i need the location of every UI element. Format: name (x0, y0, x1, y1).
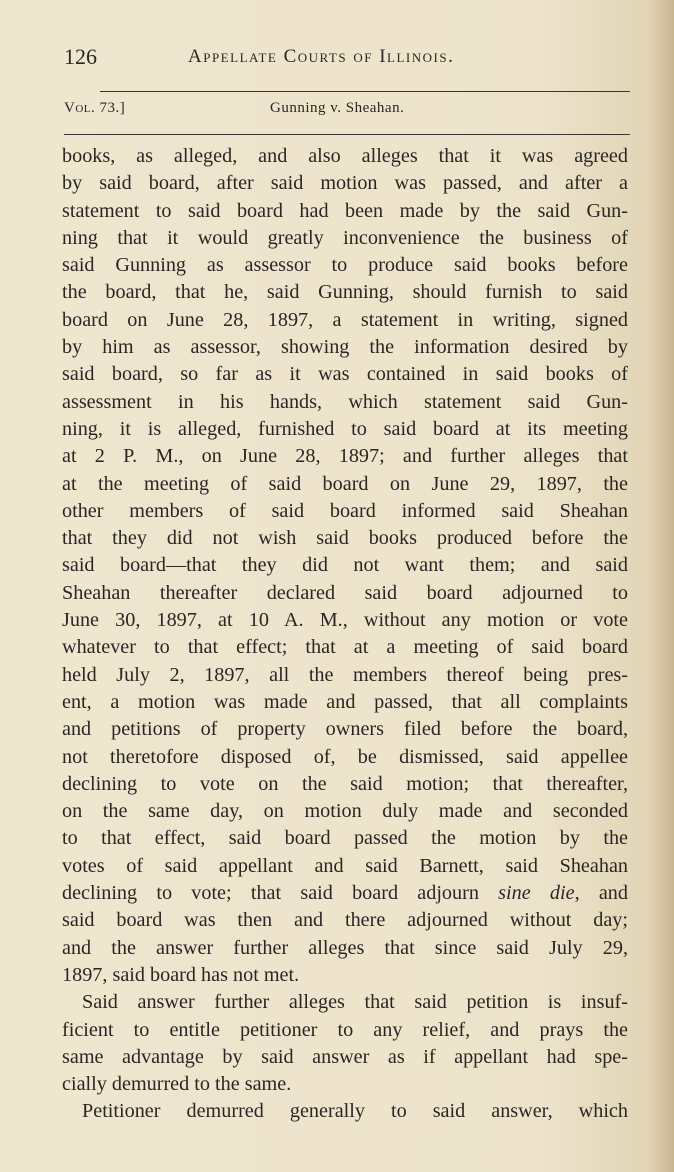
text-line: books, as alleged, and also alleges that it was agreed (62, 145, 628, 167)
running-title: Appellate Courts of Illinois. (188, 46, 455, 67)
text-line: by him as assessor, showing the information desired by (62, 336, 628, 359)
text-line: ent, a motion was made and passed, that all complaints (62, 690, 628, 713)
text-line: board on June 28, 1897, a statement in writing, signed (62, 308, 628, 331)
text-line: Said answer further alleges that said petition is insuf- (82, 991, 628, 1014)
case-title: Gunning v. Sheahan. (270, 100, 405, 116)
text-line: said Gunning as assessor to produce said books before (62, 254, 628, 277)
italic-phrase: sine die (498, 882, 575, 905)
text-line: declining to vote on the said motion; that thereafter, (62, 772, 628, 795)
text-line: at the meeting of said board on June 29, 1897, the (62, 472, 628, 495)
text-line: votes of said appellant and said Barnett, said Sheahan (62, 854, 628, 877)
text-line: ning, it is alleged, furnished to said board at its meeting (62, 417, 628, 440)
text-line: held July 2, 1897, all the members thereof being pres- (62, 663, 628, 686)
text-line: 1897, said board has not met. (62, 963, 300, 986)
header-rule-top (100, 91, 630, 92)
text-line: ning that it would greatly inconvenience the business of (62, 226, 628, 249)
text-line: cially demurred to the same. (62, 1073, 292, 1096)
text-line: said board, so far as it was contained in said books of (62, 363, 628, 386)
text-line: assessment in his hands, which statement said Gun- (62, 390, 628, 413)
text-line: ficient to entitle petitioner to any relief, and prays the (62, 1018, 628, 1041)
page-header (64, 44, 624, 74)
text-line: to that effect, said board passed the motion by the (62, 827, 628, 850)
header-rule-bottom (64, 134, 630, 135)
text-line: at 2 P. M., on June 28, 1897; and further alleges that (62, 445, 628, 468)
body-text (62, 143, 628, 1126)
text-line: whatever to that effect; that at a meeting of said board (62, 636, 628, 659)
text-line: the board, that he, said Gunning, should furnish to said (62, 281, 628, 304)
page-number: 126 (64, 44, 97, 69)
text-line: declining to vote; that said board adjourn sine die, and (62, 882, 628, 905)
text-line: Petitioner demurred generally to said answer, which (82, 1100, 628, 1123)
text-line: statement to said board had been made by the said Gun- (62, 199, 628, 222)
text-line: June 30, 1897, at 10 A. M., without any motion or vote (62, 609, 628, 632)
text-line: and the answer further alleges that since said July 29, (62, 936, 628, 959)
page-subheader (64, 100, 624, 122)
text-line: not theretofore disposed of, be dismissed, said appellee (62, 745, 628, 768)
text-line: Sheahan thereafter declared said board adjourned to (62, 581, 628, 604)
volume-label: Vol. 73.] (64, 100, 126, 116)
text-line: other members of said board informed said Sheahan (62, 499, 628, 522)
text-line: on the same day, on motion duly made and seconded (62, 800, 628, 823)
text-line: said board—that they did not want them; and said (62, 554, 628, 577)
text-line: by said board, after said motion was passed, and after a (62, 172, 628, 195)
text-line: and petitions of property owners filed before the board, (62, 718, 628, 741)
text-line: same advantage by said answer as if appellant had spe- (62, 1045, 628, 1068)
text-line: that they did not wish said books produced before the (62, 527, 628, 550)
text-line: said board was then and there adjourned without day; (62, 909, 628, 932)
